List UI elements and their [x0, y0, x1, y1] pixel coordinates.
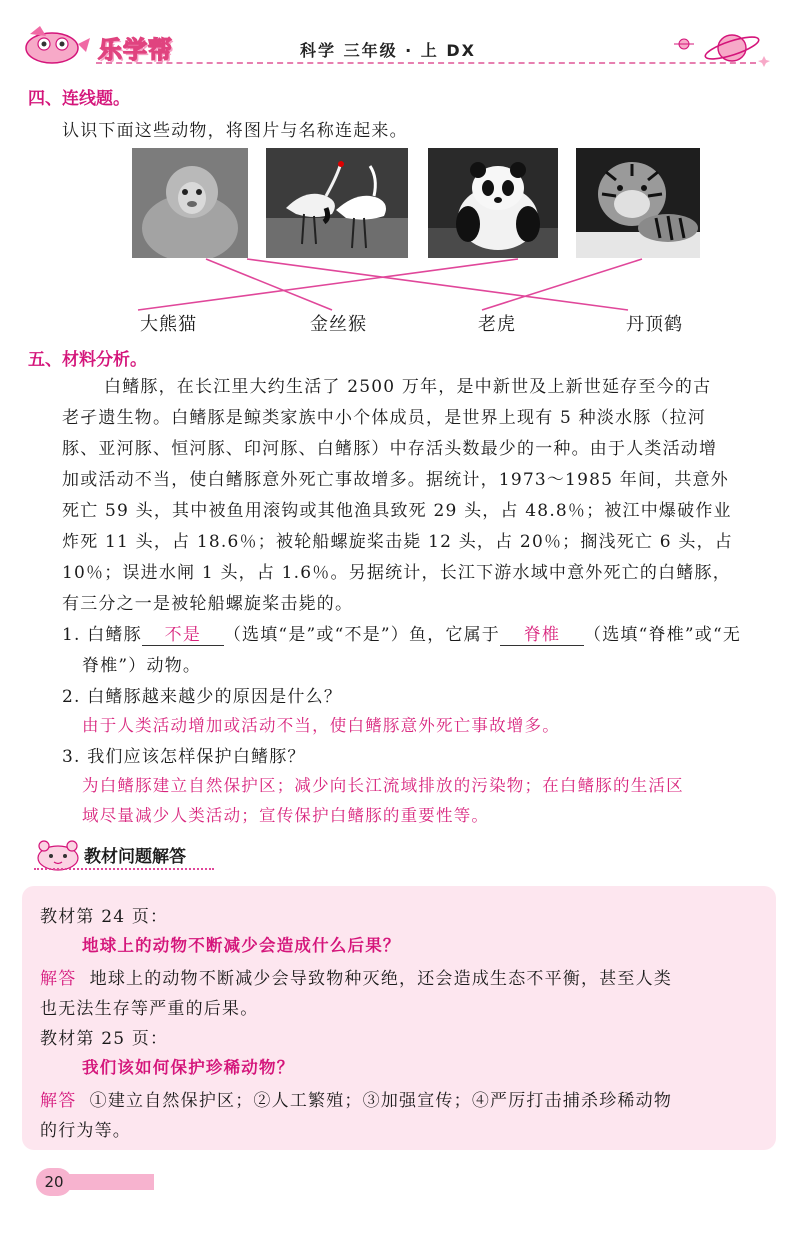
brand-logo: 乐学帮 [98, 36, 173, 64]
question-1-answer-1: 不是 [142, 620, 224, 646]
page-24-answer-text: 地球上的动物不断减少会导致物种灭绝，还会造成生态不平衡，甚至人类 [89, 969, 673, 989]
section-5-title: 五、材料分析。 [28, 350, 147, 370]
page-number: 20 [36, 1168, 72, 1196]
question-3: 3. 我们应该怎样保护白鳍豚？ [62, 747, 306, 767]
page-24-label: 教材第 24 页： [40, 907, 169, 927]
page-25-question: 我们该如何保护珍稀动物？ [82, 1058, 295, 1077]
page-25-answer-line [40, 1086, 672, 1111]
page-number-bar [62, 1174, 154, 1190]
label-crane: 丹顶鹤 [626, 314, 683, 335]
question-3-answer-line: 域尽量减少人类活动；宣传保护白鳍豚的重要性等。 [82, 806, 490, 825]
label-tiger: 老虎 [478, 314, 516, 335]
mascot-bear-icon [34, 836, 82, 872]
passage-line: 10％；误进水闸 1 头，占 1.6％。另据统计，长江下游水域中意外死亡的白鳍豚， [62, 563, 731, 583]
answer-tag: 解答 [40, 1091, 77, 1111]
line-panda-to-panda [138, 259, 518, 310]
label-panda: 大熊猫 [140, 314, 197, 335]
page-25-answer-continuation: 的行为等。 [40, 1121, 131, 1141]
page-24-answer-line [40, 964, 672, 989]
page-24-answer-continuation: 也无法生存等严重的后果。 [40, 999, 259, 1019]
textbook-heading-underline [34, 868, 214, 870]
question-1-answer-2: 脊椎 [500, 620, 584, 646]
answer-tag: 解答 [40, 969, 77, 989]
section-4-title: 四、连线题。 [28, 89, 130, 109]
question-2: 2. 白鳍豚越来越少的原因是什么？ [62, 687, 343, 707]
line-crane-to-crane [247, 259, 628, 310]
label-golden-monkey: 金丝猴 [310, 314, 367, 335]
question-2-answer: 由于人类活动增加或活动不当，使白鳍豚意外死亡事故增多。 [82, 716, 560, 735]
passage-line: 豚、亚河豚、恒河豚、印河豚、白鳍豚）中存活头数最少的一种。由于人类活动增 [62, 439, 718, 459]
page-25-label: 教材第 25 页： [40, 1029, 169, 1049]
page-25-answer-text: ①建立自然保护区；②人工繁殖；③加强宣传；④严厉打击捕杀珍稀动物 [89, 1091, 673, 1111]
passage-line: 加或活动不当，使白鳍豚意外死亡事故增多。据统计，1973～1985 年间，共意外 [62, 470, 729, 490]
book-title: 科学 三年级 · 上 DX [300, 41, 476, 60]
passage-line: 白鳍豚，在长江里大约生活了 2500 万年，是中新世及上新世延存至今的古 [104, 377, 712, 397]
textbook-heading: 教材问题解答 [84, 847, 186, 867]
passage-line: 有三分之一是被轮船螺旋桨击毙的。 [62, 594, 354, 614]
passage-line: 炸死 11 头，占 18.6％；被轮船螺旋桨击毙 12 头，占 20％；搁浅死亡 6 头，占 [62, 532, 733, 552]
matching-lines [0, 0, 800, 340]
question-1-text-c: （选填“脊椎”或“无 [584, 625, 742, 645]
question-3-answer-line: 为白鳍豚建立自然保护区；减少向长江流域排放的污染物；在白鳍豚的生活区 [82, 776, 684, 795]
question-1-continuation: 脊椎”）动物。 [82, 656, 202, 676]
passage-line: 老孑遗生物。白鳍豚是鲸类家族中小个体成员，是世界上现有 5 种淡水豚（拉河 [62, 408, 707, 428]
line-monkey-to-golden-monkey [206, 259, 332, 310]
page-24-question: 地球上的动物不断减少会造成什么后果？ [82, 936, 401, 955]
line-tiger-to-tiger [482, 259, 642, 310]
question-1 [62, 620, 741, 646]
question-1-text-a: 1. 白鳍豚 [62, 625, 142, 645]
passage-line: 死亡 59 头，其中被鱼用滚钩或其他渔具致死 29 头，占 48.8％；被江中爆破作业 [62, 501, 732, 521]
section-4-instruction: 认识下面这些动物，将图片与名称连起来。 [62, 121, 408, 141]
textbook-answers-box [22, 886, 776, 1150]
question-1-text-b: （选填“是”或“不是”）鱼，它属于 [223, 625, 500, 645]
